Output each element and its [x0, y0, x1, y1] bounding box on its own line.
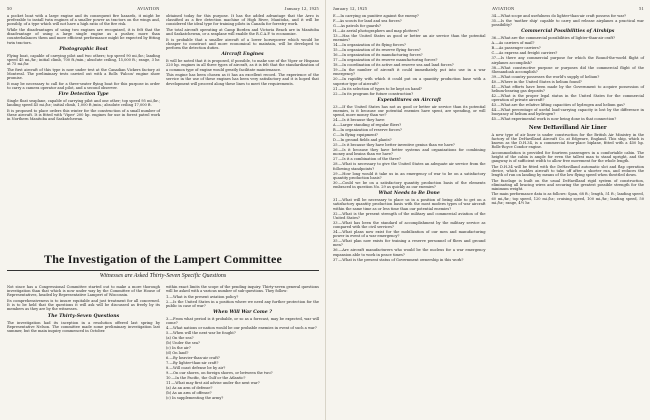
column-1 [7, 14, 160, 123]
question-item: (a) As an arm of defense? [166, 386, 213, 391]
question-item: 23.—If the United States has not as good or better air service than its potential enemies, is it because our potential enemies have spent, are spending, or will spend, more money than we? [333, 104, 486, 118]
paragraph: Flying boat, capable of carrying pilot and two others; top speed 90 mi./hr.; landing speed 45 mi./hr.; initial climb, 700 ft./min.; absolute ceiling, 15,000 ft.; range, 3 hr. at 75 mi./hr. [7, 53, 160, 67]
question-item: 33.—What has been the standard of accomplishment by the military service as compared with the civil services? [333, 220, 486, 230]
question-item: H.—As aerial photographers and map plotters? [333, 29, 420, 33]
column-1 [333, 14, 486, 263]
issue-date: January 12, 1925 [333, 6, 368, 11]
page-number: 51 [639, 6, 644, 11]
question-item: 15.—In organization of its reserve flying forces? [333, 48, 421, 53]
page-columns [333, 14, 644, 263]
question-item: (b) Under the sea? [166, 341, 200, 346]
question-item: (c) In supplementing the army? [166, 396, 224, 401]
question-item: 3.—From what period is it probable, or so as a forecast, may be expected, war will come? [166, 317, 319, 326]
question-item: 13.—Has the United States as good or better an air service than the potential enemies? [333, 34, 486, 43]
question-item: 1.—What is the present aviation policy? [166, 294, 239, 299]
question-item: 32.—What is the present strength of the military and commercial aviation of the United States? [333, 211, 486, 220]
column-2 [492, 14, 645, 263]
question-item: 42.—What is the proper legal status in the United States for the commercial operation of private aircraft? [491, 94, 644, 103]
question-item: D.—In ground fields and plants? [333, 138, 392, 143]
paragraph: Accommodation is provided for fourteen passengers in a comfortable cabin. The height of the cabin is ample for even the tallest man to stand upright, and the gangway is of sufficient width to allow free movement for the whole length. [491, 150, 644, 164]
question-item: (d) On land? [166, 351, 189, 356]
paragraph: It may be necessary to call for a three-seater flying boat for this purpose in order to carry a camera operator and pilot, and a second observer. [7, 81, 160, 90]
section-heading: What Needs to Be Done [378, 191, 440, 197]
question-item: 44.—What percentage of useful load-carrying capacity is lost by the difference in buoyancy of helium and hydrogen? [491, 108, 644, 117]
section-heading: Commercial Possibilities of Airships [521, 29, 615, 35]
paragraph: A new type of air liner is under construction for the British Air Ministry in the factory of the DeHavilland Aircraft Co. at Edgware, England. This ship, which is known as the D.H.34, is a commercial four-place biplane, fitted with a 450 hp. Rolls-Royce Condor engine. [491, 132, 644, 150]
paragraph: It will be noted that it is proposed, if possible, to make use of the Viper or Hispano 220 hp. engines in all three types of aircraft, as it is felt that the standardization of a common type of engine would greatly facilitate maintenance. [166, 59, 319, 72]
issue-date: January 12, 1925 [284, 6, 319, 11]
running-header [333, 6, 644, 11]
section-heading: Aircraft Engines [221, 52, 264, 58]
column-2 [166, 285, 319, 401]
question-item: C.—As express and freight carriers? [491, 51, 558, 56]
question-item: 8.—Will coast defense be by air? [166, 366, 226, 371]
question-item: 29.—How long would it take us in an emergency of war to be on a satisfactory quantity production basis? [333, 171, 486, 180]
question-item: 36.—Are aircraft manufacturers who would be the nucleus for a war emergency expansion able to work in peace times? [333, 248, 486, 257]
paragraph: The main performance data is as follows: Span, 68 ft.; length, 51 ft.; landing speed, 60 mi./hr.; top speed, 120 mi./hr.; cruising speed, 100 mi./hr.; landing speed, 50 mi./hr.; range, 4½ hr. [491, 192, 644, 205]
question-item: 43.—What are the relative lifting capacities of hydrogen and helium gas? [491, 103, 625, 108]
question-item: 31.—What will be necessary to place us in a position of being able to get on a satisfactory quantity production basis with the most modern types of war aircraft within the same time as or less time than our potential enemies? [333, 198, 486, 211]
paragraph: The first aircraft of this type is now under test at the Canadian Vickers factory at Montreal. The preliminary tests carried out with a Rolls 'Falcon' engine show promise. [7, 67, 160, 81]
question-item: 35.—Is the 'mother ship' capable to carry and release airplanes a practical war possibility? [491, 19, 644, 28]
paragraph: The fuselage is built on the usual DeHavilland rigid system of construction, eliminating all bracing wires and securing the greatest possible strength for the minimum weight. [491, 178, 644, 191]
question-item: 35.—What plan now exists for training a reserve personnel of fliers and ground men? [333, 239, 486, 248]
paragraph: a pocket boat with a large engine and its consequent fire hazards, it might be preferable to install twin engines of a smaller power as tractors on the wings and, possibly, of a type which will not have a high ratio of the fire risk. [7, 14, 160, 27]
question-item: B.—As passenger carriers? [491, 46, 541, 51]
paragraph: Not since has a Congressional Committee started out to make a more thorough investigation than that which is now under way by the Committee of the House of Representatives, headed by Representative Lampert of Wisconsin. [7, 285, 160, 298]
question-item: (a) On the sea? [166, 336, 194, 341]
question-item: 37.—What is the present status of Government ownership in this work? [333, 257, 464, 262]
question-item: 20.—In rapidity with which it could put on a quantity production base with a superior type of aircraft? [333, 77, 486, 86]
question-item: 4.—What nations or nation would be our probable enemies in event of such a war? [166, 326, 317, 331]
paragraph: It is probable that a smaller aircraft of a lower horsepower which would be cheaper to construct and more economical to maintain, will be developed to perform the detection duties. [166, 37, 319, 51]
masthead: AVIATION [492, 6, 515, 11]
question-item: 40.—Where in the United States is helium found? [491, 79, 582, 84]
question-item: A.—Larger standing of regular fliers? [333, 123, 402, 128]
question-item: 34.—What scope and usefulness do lighter-than-air craft possess for war? [491, 14, 627, 18]
question-item: 10.—In the Pacific, the Gulf or the Atlantic? [166, 376, 246, 381]
question-item: 41.—What efforts have been made by the Government to acquire possession of helium-bearing gas deposits? [491, 84, 644, 94]
question-item: (c) In the air? [166, 346, 191, 351]
question-item: 11.—What may first aid advise under the next war? [166, 381, 260, 386]
question-item: 38.—What constructive purpose or purposes did the commercial flight of the Shenandoah accomplish? [491, 65, 644, 74]
paragraph: Its comprehensiveness is to insure equitable and just treatment for all concerned. It is to be held that the questions it will ask will be discussed as freely by its members as they are by the witnesses. [7, 298, 160, 312]
lower-columns [7, 285, 319, 401]
question-item: 6.—By heavier-than-air craft? [166, 356, 220, 361]
paragraph: It is proposed to place orders this winter for the construction of a small number of these aircraft. It is fitted with 'Viper' 200 hp. engines for use in forest patrol work in Northern Manitoba and Saskatchewan. [7, 108, 160, 122]
paragraph: While the disadvantages of using two engines are recognized, it is felt that the disadvantage of using a large single engine as a pusher, more than counterbalances them and more efficient performance might be expected by fitting twin tractors. [7, 27, 160, 45]
question-item: 18.—In coordination of its active and reserve sea and land forces? [333, 63, 454, 68]
title-rule [7, 270, 319, 271]
article-title-block [7, 252, 319, 283]
paragraph: within exact limits the scope of the pending inquiry. Thirty-seven general questions will be asked with a various number of sub-questions. They follow: [166, 285, 319, 294]
question-item: 26.—Is it because they have better systems and organizations for combining money and brains than we have? [333, 148, 486, 157]
question-item: G.—As patrols for guards? [333, 24, 381, 28]
question-item: B.—In organization of reserve forces? [333, 128, 402, 133]
question-item: 25.—Is it because they have better inventive genius than we have? [333, 143, 455, 148]
question-item: 7.—By lighter-than-air craft? [166, 361, 219, 366]
paragraph: The investigation had its inception in a resolution offered last spring by Representative Nelson. The committee made some preliminary investigation last summer, but the main inquiry commenced in October. [7, 320, 160, 333]
paragraph: The total aircraft operating at Camp Borden and Victoria Beach are in Manitoba and Saskatchewan, or a seaplane will enable the R.C.A.F. to economize. [166, 27, 319, 37]
question-item: 2.—Is the United States in a position where we need any further protection for the public in case of war? [166, 299, 319, 308]
question-item: 16.—In organization of its manufacturing forces? [333, 53, 423, 58]
question-item: 28.—What is necessary to give the United States an adequate air service from the following standpoints? [333, 162, 486, 171]
section-heading: The Thirty-Seven Questions [47, 313, 120, 319]
question-item: F.—As scouts for land and sea forces? [333, 19, 402, 23]
question-item: 36.—What are the commercial possibilities of lighter-than-air craft? [491, 36, 616, 41]
question-item: C.—In flying equipment? [333, 133, 378, 138]
question-item: 30.—Could we be on a satisfactory quantity production basis of the elements embraced in question No. 29 as quickly as our enemies? [333, 180, 486, 190]
question-item: 5.—When will the next war be fought? [166, 331, 236, 336]
section-heading: Fire Detection Type [58, 91, 109, 97]
question-item: 21.—In its selection of types to be kept on hand? [333, 86, 422, 91]
question-item: 19.—In the number of aircraft it could immediately put into use in a war emergency? [333, 68, 486, 77]
question-item: E.—In carrying on punitive against the enemy? [333, 14, 419, 18]
section-heading: Photographic Boat [59, 46, 108, 52]
paragraph: Single float seaplane, capable of carrying pilot and one other; top speed 95 mi./hr.; landing speed 45 mi./hr.; initial climb, 1,000 ft./min.; absolute ceiling 17,000 ft. [7, 98, 160, 108]
question-item: 24.—Is it because they have: [333, 118, 386, 123]
column-1 [7, 285, 160, 401]
section-heading: Expenditures on Aircraft [377, 97, 442, 103]
masthead: AVIATION [137, 6, 160, 11]
paragraph: obtained today for this purpose. It has the added advantage that the Avro is classified as a fire detection machine of High River, Manitoba, and it will be considered the ideal type for training pilots in Canada for forestry work. [166, 14, 319, 27]
article-subtitle: Witnesses are Asked Thirty-Seven Specific Questions [99, 273, 227, 280]
question-item: (b) As an arm of offense? [166, 391, 212, 396]
question-item: 14.—In organization of its flying forces? [333, 43, 406, 48]
page-number: 50 [7, 6, 12, 11]
question-item: 22.—In its program for future construction? [333, 91, 414, 96]
question-item: 34.—What plans now exist for the mobilization of our men and manufacturing power in event of a war emergency? [333, 230, 486, 239]
article-title: The Investigation of the Lampert Committee [43, 252, 283, 266]
question-item: 17.—In organization of its reserve manufacturing forces? [333, 58, 438, 63]
paragraph: The D.H.34 will be fitted with the DeHavilland automatic slot and flap operation device, which enables aircraft to take off after a shorter run, and reduces the length of run on landing by means of the low flying speed when throttled down. [491, 164, 644, 178]
question-item: 39.—What country possesses the world's supply of helium? [491, 74, 600, 79]
question-item: 27.—Is it a combination of the three? [333, 157, 401, 162]
right-page [325, 0, 650, 420]
running-header [7, 6, 319, 11]
section-heading: New DeHavilland Air Liner [528, 124, 607, 131]
question-item: 9.—On our shores, on foreign shores, or between the two? [166, 371, 273, 376]
question-item: 37.—Is there any commercial purpose for which the Round-the-world flight of airplanes accomplish? [491, 56, 644, 65]
paragraph: This engine has been chosen as it has an excellent record. The experience of the service in the use of these engines has been very satisfactory and it is hoped that development will proceed along these lines to meet the requirements. [166, 73, 319, 86]
question-item: A.—As carriers of mail? [491, 41, 535, 46]
column-2 [166, 14, 319, 123]
section-heading: When Will War Come ? [213, 310, 272, 316]
question-item: 45.—What experimental work is now being done in that connection? [491, 117, 617, 122]
upper-columns [7, 14, 319, 123]
